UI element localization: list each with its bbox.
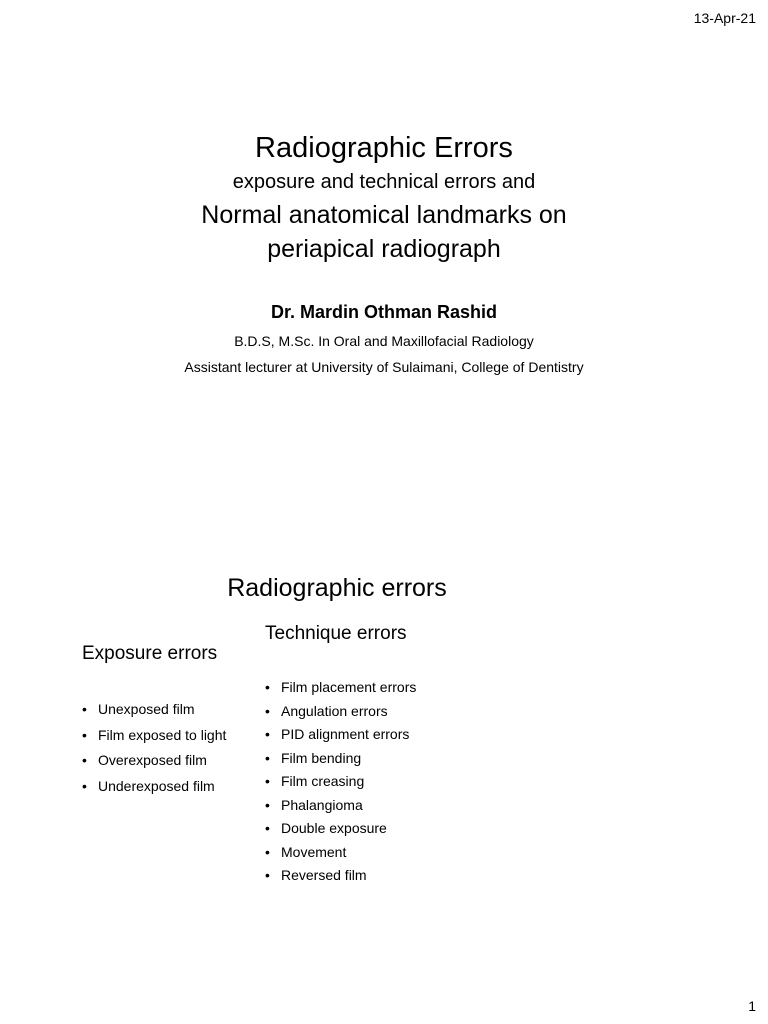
topic-line-1: Normal anatomical landmarks on <box>201 201 567 229</box>
author-name: Dr. Mardin Othman Rashid <box>270 302 498 322</box>
list-item: • Film placement errors <box>265 679 416 703</box>
exposure-errors-list <box>82 701 226 803</box>
presentation-title: Radiographic Errors <box>255 132 513 164</box>
list-item: • Movement <box>265 844 416 868</box>
author-position: Assistant lecturer at University of Sulaimani, College of Dentistry <box>184 359 584 375</box>
list-item: • Angulation errors <box>265 703 416 727</box>
list-item: • Overexposed film <box>82 752 226 778</box>
list-item: • Reversed film <box>265 867 416 891</box>
author-degree: B.D.S, M.Sc. In Oral and Maxillofacial Radiology <box>234 333 534 349</box>
list-item: • Unexposed film <box>82 701 226 727</box>
list-item: • Underexposed film <box>82 778 226 804</box>
slide2-title: Radiographic errors <box>227 574 447 602</box>
list-item: • PID alignment errors <box>265 726 416 750</box>
list-item: • Phalangioma <box>265 797 416 821</box>
presentation-topic <box>0 198 768 266</box>
exposure-errors-heading: Exposure errors <box>82 643 218 664</box>
date-label: 13-Apr-21 <box>693 10 756 26</box>
list-item: • Film exposed to light <box>82 727 226 753</box>
list-item: • Double exposure <box>265 820 416 844</box>
list-item: • Film creasing <box>265 773 416 797</box>
list-item: • Film bending <box>265 750 416 774</box>
technique-errors-list <box>265 679 416 891</box>
presentation-subtitle: exposure and technical errors and <box>232 171 536 193</box>
page-number: 1 <box>748 998 756 1014</box>
title-slide <box>0 0 768 480</box>
technique-errors-heading: Technique errors <box>265 623 407 644</box>
topic-line-2: periapical radiograph <box>267 235 501 263</box>
